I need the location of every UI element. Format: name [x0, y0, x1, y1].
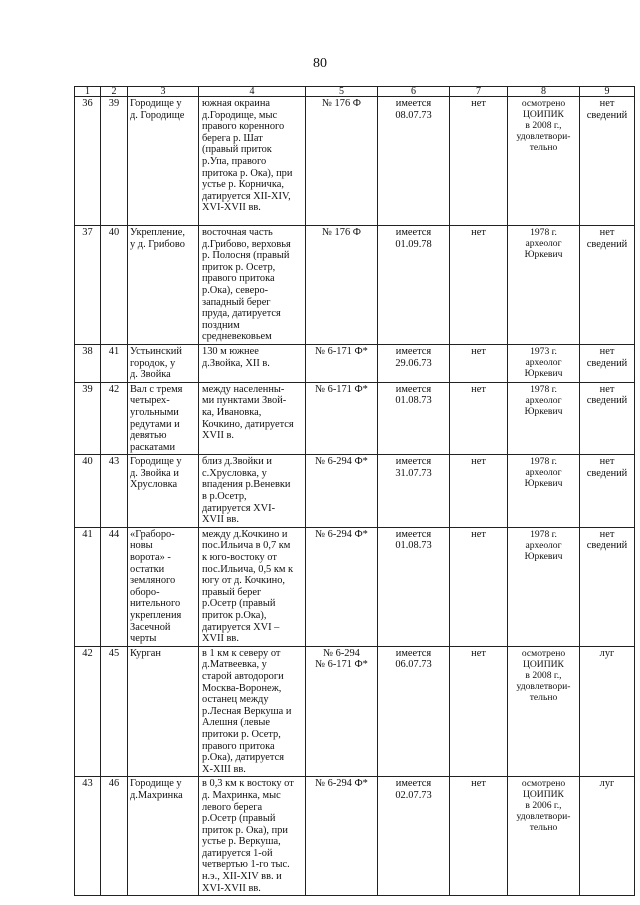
cell-line: д.Звойка, XII в. — [202, 357, 270, 369]
registry-number-cell: 42 — [101, 382, 128, 455]
cell-line: ми пунктами Звой- — [202, 395, 287, 407]
column-header: 9 — [580, 87, 635, 97]
cell-line: осмотрено — [521, 98, 566, 109]
protection-zone-cell: нет — [450, 344, 508, 382]
passport-availability-cell — [378, 382, 450, 455]
cell-line: нет — [599, 98, 615, 109]
cell-line: р.Упа, правого — [202, 155, 267, 167]
column-header: 7 — [450, 87, 508, 97]
monument-name-cell — [128, 97, 199, 226]
cell-line: имеется — [395, 227, 432, 238]
monument-name-cell — [128, 455, 199, 528]
cell-line: № 176 Ф — [322, 227, 361, 238]
cell-line: между населенны- — [202, 383, 285, 395]
cell-line: Городище у — [130, 778, 182, 790]
document-number-cell — [306, 455, 378, 528]
passport-availability-cell — [378, 455, 450, 528]
cell-line: № 6-171 Ф* — [315, 345, 368, 357]
cell-line: редутами и — [130, 418, 180, 430]
cell-line: четвертью 1-го тыс. — [202, 859, 290, 871]
cell-line: правого коренного — [202, 121, 285, 133]
land-use-cell — [580, 777, 635, 896]
cell-line: датируется XVI- — [202, 502, 276, 514]
protection-zone-cell: нет — [450, 455, 508, 528]
cell-line: нительного — [130, 598, 181, 610]
passport-availability-cell — [378, 344, 450, 382]
land-use-cell — [580, 646, 635, 777]
page-number: 80 — [313, 56, 327, 71]
registry-number-cell: 45 — [101, 646, 128, 777]
protection-zone-cell: нет — [450, 646, 508, 777]
table-row — [75, 97, 635, 226]
location-description-cell — [199, 226, 306, 345]
document-number-cell — [306, 646, 378, 777]
inspection-status-cell — [508, 527, 580, 646]
inspection-status-cell — [508, 97, 580, 226]
cell-line: имеется — [395, 647, 432, 659]
cell-line: в 2008 г., — [525, 669, 562, 681]
document-number-cell — [306, 777, 378, 896]
cell-line: № 6-171 Ф* — [315, 383, 368, 395]
cell-line: 01.08.73 — [395, 540, 432, 552]
document-number-cell — [306, 226, 378, 345]
land-use-cell — [580, 455, 635, 528]
cell-line: с.Хрусловка, у — [202, 467, 267, 479]
cell-line: осмотрено — [521, 778, 566, 790]
cell-line: пос.Ильича в 0,7 км — [202, 540, 291, 552]
land-use-cell — [580, 226, 635, 345]
cell-line: имеется — [395, 778, 432, 790]
column-header: 2 — [101, 87, 128, 97]
cell-line: 02.07.73 — [395, 789, 432, 801]
inspection-status-cell — [508, 344, 580, 382]
cell-line: в 1 км к северу от — [202, 647, 281, 659]
location-description-cell — [199, 382, 306, 455]
document-number-cell — [306, 527, 378, 646]
cell-line: р.Осетр (правый — [202, 813, 276, 825]
cell-line: 1973 г. — [530, 345, 557, 357]
cell-line: Юркевич — [524, 478, 563, 490]
cell-line: 31.07.73 — [395, 467, 432, 479]
inspection-status-cell — [508, 777, 580, 896]
cell-line: р. Полосня (правый — [202, 250, 290, 262]
cell-line: № 6-294 Ф* — [315, 456, 368, 468]
location-description-cell — [199, 455, 306, 528]
passport-availability-cell — [378, 646, 450, 777]
document-number-cell — [306, 97, 378, 226]
cell-line: городок, у — [130, 357, 176, 369]
row-number-cell: 41 — [75, 527, 101, 646]
protection-zone-cell: нет — [450, 777, 508, 896]
cell-line: Юркевич — [524, 405, 563, 417]
cell-line: притока р. Ока), при — [202, 167, 293, 179]
cell-line: Москва-Воронеж, — [202, 682, 282, 694]
passport-availability-cell — [378, 777, 450, 896]
cell-line: д.Махринка — [130, 789, 183, 801]
cell-line: Городище у — [130, 98, 182, 109]
table-row — [75, 777, 635, 896]
cell-line: нет — [599, 345, 615, 357]
monument-name-cell — [128, 646, 199, 777]
monument-name-cell — [128, 226, 199, 345]
cell-line: сведений — [586, 540, 628, 552]
cell-line: южная окраина — [202, 98, 271, 109]
cell-line: близ д.Звойки и — [202, 456, 272, 468]
cell-line: р.Ока), северо- — [202, 284, 269, 296]
cell-line: новы — [130, 540, 153, 552]
cell-line: имеется — [395, 98, 432, 109]
cell-line: берега р. Шат — [202, 132, 263, 144]
cell-line: датируется 1-ой — [202, 847, 273, 859]
cell-line: в р.Осетр, — [202, 491, 247, 503]
cell-line: 29.06.73 — [395, 357, 432, 369]
cell-line: средневековьем — [202, 331, 272, 343]
cell-line: д.Грибово, верховья — [202, 238, 291, 250]
cell-line: сведений — [586, 467, 628, 479]
cell-line: оборо- — [130, 586, 160, 598]
cell-line: XVI-XVII вв. — [202, 882, 261, 894]
cell-line: XVII вв. — [202, 633, 239, 645]
cell-line: старой автодороги — [202, 670, 284, 682]
cell-line: Кочкино, датируется — [202, 418, 294, 430]
cell-line: № 176 Ф — [322, 98, 361, 109]
cell-line: р.Ока), датируется — [202, 752, 284, 764]
cell-line: Юркевич — [524, 550, 563, 562]
cell-line: н.э., XII-XIV вв. и — [202, 871, 282, 883]
cell-line: левого берега — [202, 801, 263, 813]
cell-line: нет — [599, 528, 615, 540]
column-header: 6 — [378, 87, 450, 97]
cell-line: приток р. Осетр, — [202, 261, 276, 273]
cell-line: Хрусловка — [130, 479, 178, 491]
cell-line: 01.08.73 — [395, 395, 432, 407]
cell-line: к юго-востоку от — [202, 552, 277, 564]
row-number-cell: 37 — [75, 226, 101, 345]
cell-line: луг — [599, 647, 615, 659]
document-number-cell — [306, 344, 378, 382]
cell-line: останец между — [202, 694, 269, 706]
row-number-cell: 42 — [75, 646, 101, 777]
cell-line: устье р. Веркуша, — [202, 836, 281, 848]
cell-line: девятью — [130, 430, 167, 442]
table-row — [75, 455, 635, 528]
cell-line: «Грабoро- — [130, 528, 175, 540]
cell-line: в 0,3 км к востоку от — [202, 778, 294, 790]
protection-zone-cell: нет — [450, 226, 508, 345]
cell-line: удовлетвори- — [516, 131, 571, 142]
protection-zone-cell: нет — [450, 97, 508, 226]
cell-line: ка, Ивановка, — [202, 406, 262, 418]
cell-line: датируется XII-XIV, — [202, 190, 291, 202]
cell-line: 1978 г. — [530, 528, 557, 540]
cell-line: Городище у — [130, 456, 182, 468]
inspection-status-cell — [508, 646, 580, 777]
row-number-cell: 39 — [75, 382, 101, 455]
column-header: 4 — [199, 87, 306, 97]
cell-line: приток р.Ока), — [202, 610, 267, 621]
cell-line: ЦОИПИК — [523, 658, 564, 670]
cell-line: пруда, датируется — [202, 308, 281, 320]
cell-line: Вал с тремя — [130, 383, 183, 395]
monument-name-cell — [128, 527, 199, 646]
registry-number-cell: 39 — [101, 97, 128, 226]
cell-line: западный берег — [202, 296, 271, 308]
cell-line: впадения р.Веневки — [202, 479, 291, 491]
cell-line: № 6-294 Ф* — [315, 528, 368, 540]
monument-name-cell — [128, 344, 199, 382]
cell-line: X-XIII вв. — [202, 763, 246, 775]
monument-name-cell — [128, 382, 199, 455]
cell-line: № 6-294 — [323, 647, 360, 659]
cell-line: р.Лесная Веркуша и — [202, 705, 292, 717]
cell-line: югу от д. Кочкино, — [202, 575, 286, 587]
cell-line: р.Осетр (правый — [202, 598, 276, 610]
registry-number-cell: 43 — [101, 455, 128, 528]
cell-line: тельно — [529, 822, 558, 834]
column-header: 1 — [75, 87, 101, 97]
cell-line: четырех- — [130, 395, 170, 407]
cell-line: датируется XVI – — [202, 621, 280, 633]
land-use-cell — [580, 344, 635, 382]
registry-number-cell: 46 — [101, 777, 128, 896]
cell-line: ЦОИПИК — [523, 109, 564, 120]
location-description-cell — [199, 527, 306, 646]
cell-line: Курган — [130, 647, 161, 659]
cell-line: нет — [599, 227, 615, 238]
cell-line: д. Махринка, мыс — [202, 789, 281, 801]
table-row — [75, 646, 635, 777]
cell-line: XVI-XVII вв. — [202, 202, 261, 214]
cell-line: археолог — [525, 467, 562, 479]
cell-line: имеется — [395, 383, 432, 395]
cell-line: д. Звойка — [130, 369, 171, 381]
cell-line: сведений — [586, 357, 628, 369]
column-header: 5 — [306, 87, 378, 97]
cell-line: XVII в. — [202, 430, 235, 442]
cell-line: д. Звойка и — [130, 467, 179, 479]
cell-line: (правый приток — [202, 144, 272, 156]
inspection-status-cell — [508, 455, 580, 528]
monuments-table — [74, 86, 635, 896]
land-use-cell — [580, 97, 635, 226]
cell-line: сведений — [586, 395, 628, 407]
location-description-cell — [199, 97, 306, 226]
cell-line: Укрепление, — [130, 227, 185, 238]
table-row — [75, 226, 635, 345]
location-description-cell — [199, 777, 306, 896]
cell-line: археолог — [525, 356, 562, 368]
monument-name-cell — [128, 777, 199, 896]
cell-line: археолог — [525, 394, 562, 406]
cell-line: луг — [599, 778, 615, 790]
document-number-cell — [306, 382, 378, 455]
cell-line: имеется — [395, 528, 432, 540]
column-header: 8 — [508, 87, 580, 97]
cell-line: Юркевич — [524, 249, 563, 260]
cell-line: черты — [130, 633, 157, 645]
location-description-cell — [199, 344, 306, 382]
passport-availability-cell — [378, 527, 450, 646]
cell-line: тельно — [529, 142, 558, 153]
cell-line: правого притока — [202, 273, 275, 285]
cell-line: д. Городище — [130, 109, 185, 121]
cell-line: археолог — [525, 539, 562, 551]
cell-line: Алешня (левые — [202, 717, 270, 729]
cell-line: правого притока — [202, 740, 275, 752]
cell-line: тельно — [529, 691, 558, 703]
inspection-status-cell — [508, 226, 580, 345]
table-row — [75, 382, 635, 455]
cell-line: укрепления — [130, 610, 182, 621]
cell-line: нет — [599, 383, 615, 395]
row-number-cell: 38 — [75, 344, 101, 382]
cell-line: пос.Ильича, 0,5 км к — [202, 563, 294, 575]
cell-line: остатки — [130, 563, 165, 575]
header-row — [75, 87, 635, 97]
cell-line: притоки р. Осетр, — [202, 728, 281, 740]
cell-line: устье р. Корничка, — [202, 179, 284, 191]
cell-line: д.Городище, мыс — [202, 109, 278, 121]
cell-line: раскатами — [130, 441, 176, 453]
cell-line: в 2006 г., — [525, 800, 562, 812]
cell-line: правый берег — [202, 586, 262, 598]
cell-line: приток р. Ока), при — [202, 824, 288, 836]
cell-line: д.Матвеевка, у — [202, 659, 267, 671]
row-number-cell: 40 — [75, 455, 101, 528]
cell-line: ЦОИПИК — [523, 789, 564, 801]
cell-line: 06.07.73 — [395, 659, 432, 671]
protection-zone-cell: нет — [450, 527, 508, 646]
cell-line: № 6-294 Ф* — [315, 778, 368, 790]
land-use-cell — [580, 527, 635, 646]
cell-line: № 6-171 Ф* — [315, 659, 368, 671]
land-use-cell — [580, 382, 635, 455]
table-row — [75, 527, 635, 646]
cell-line: удовлетвори- — [516, 680, 571, 692]
cell-line: 08.07.73 — [395, 109, 432, 121]
cell-line: 01.09.78 — [395, 238, 432, 250]
cell-line: 1978 г. — [530, 227, 557, 238]
cell-line: 1978 г. — [530, 456, 557, 468]
row-number-cell: 36 — [75, 97, 101, 226]
cell-line: 1978 г. — [530, 383, 557, 395]
inspection-status-cell — [508, 382, 580, 455]
cell-line: сведений — [586, 109, 628, 121]
cell-line: сведений — [586, 238, 628, 250]
passport-availability-cell — [378, 226, 450, 345]
cell-line: угольными — [130, 406, 179, 418]
cell-line: археолог — [525, 238, 562, 249]
location-description-cell — [199, 646, 306, 777]
row-number-cell: 43 — [75, 777, 101, 896]
cell-line: Юркевич — [524, 367, 563, 379]
table-row — [75, 344, 635, 382]
cell-line: между д.Кочкино и — [202, 528, 288, 540]
cell-line: в 2008 г., — [525, 120, 562, 131]
cell-line: у д. Грибово — [130, 238, 185, 250]
cell-line: восточная часть — [202, 227, 273, 238]
cell-line: XVII вв. — [202, 514, 239, 526]
cell-line: 130 м южнее — [202, 345, 259, 357]
cell-line: осмотрено — [521, 647, 566, 659]
cell-line: земляного — [130, 575, 176, 587]
cell-line: Устьинский — [130, 345, 182, 357]
registry-number-cell: 41 — [101, 344, 128, 382]
cell-line: имеется — [395, 345, 432, 357]
passport-availability-cell — [378, 97, 450, 226]
column-header: 3 — [128, 87, 199, 97]
protection-zone-cell: нет — [450, 382, 508, 455]
cell-line: Засечной — [130, 621, 171, 633]
registry-number-cell: 44 — [101, 527, 128, 646]
cell-line: ворота» - — [130, 552, 171, 564]
cell-line: нет — [599, 456, 615, 468]
cell-line: имеется — [395, 456, 432, 468]
registry-number-cell: 40 — [101, 226, 128, 345]
cell-line: удовлетвори- — [516, 811, 571, 823]
cell-line: поздним — [202, 319, 240, 331]
